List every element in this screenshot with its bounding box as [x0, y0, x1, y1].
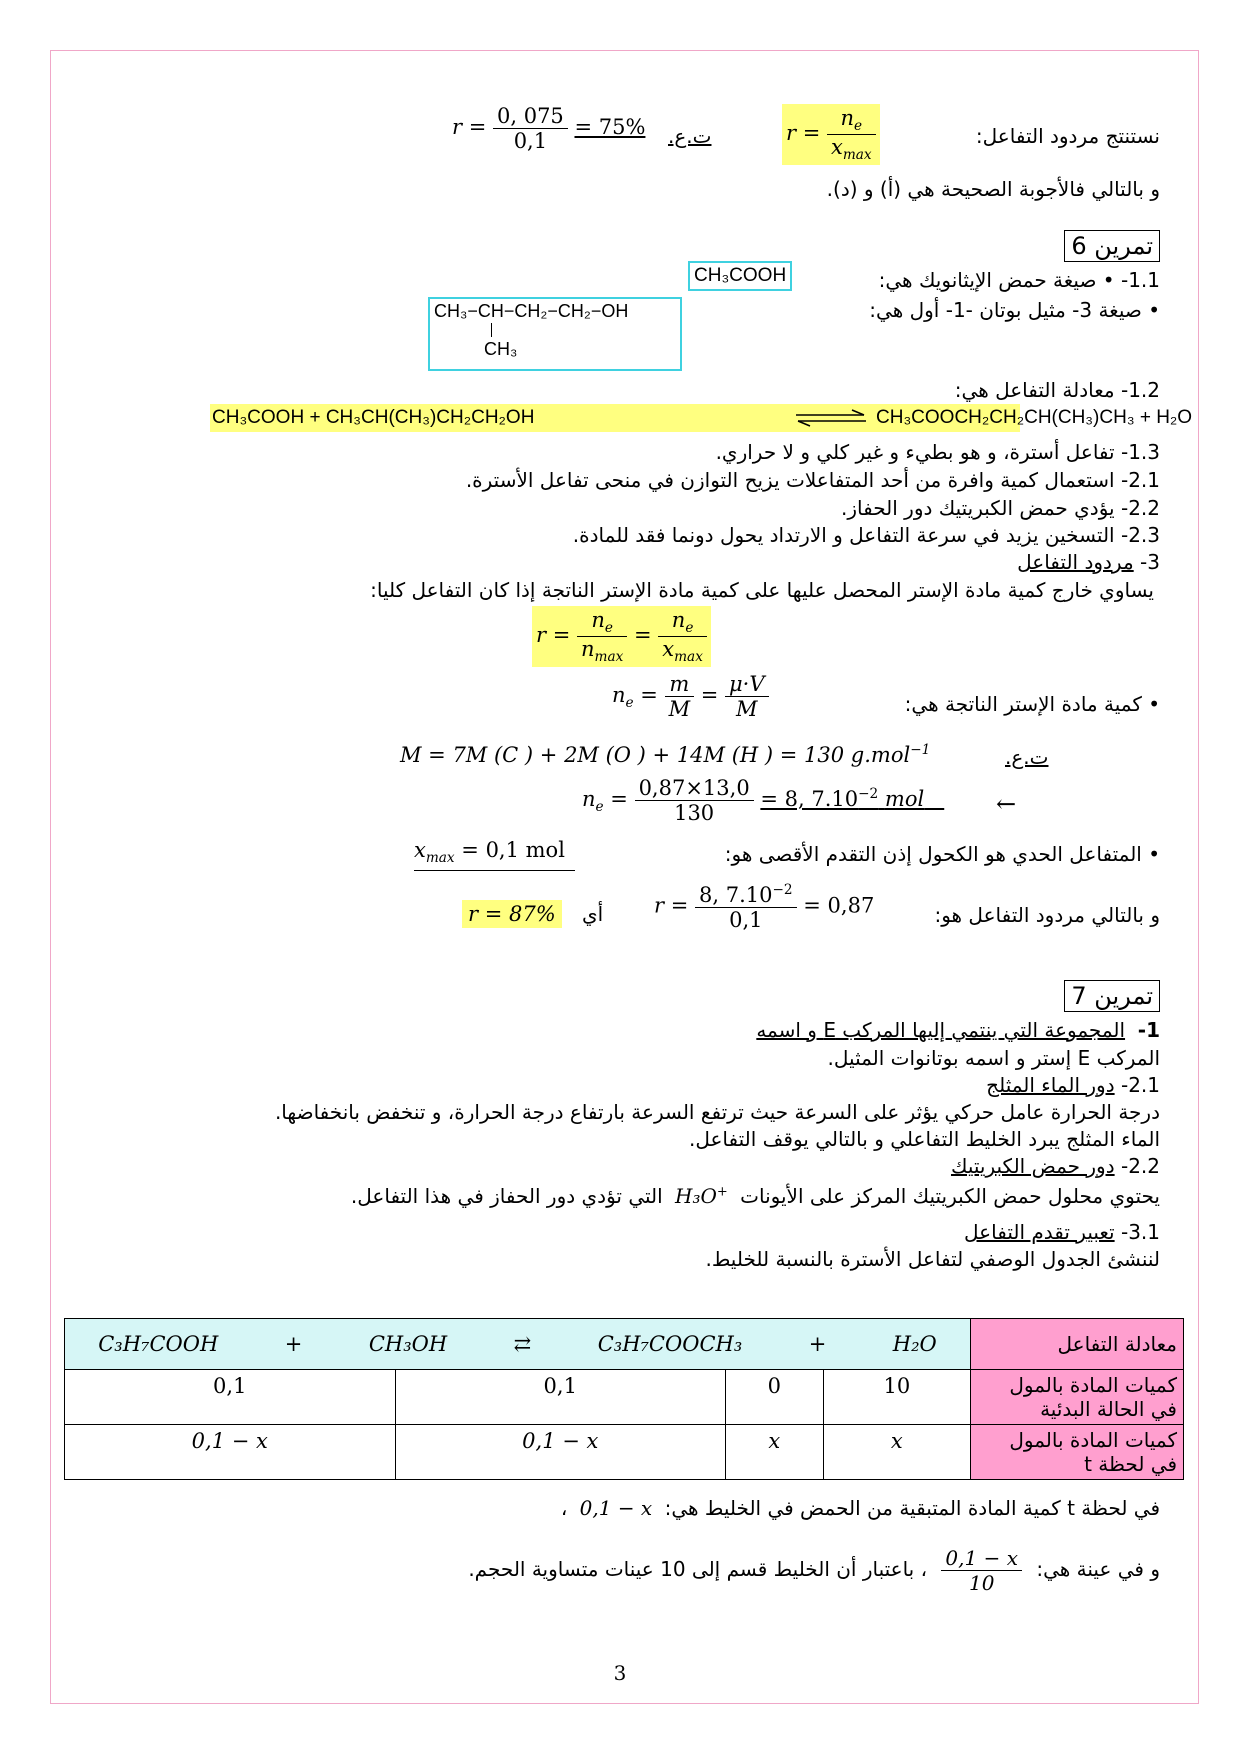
ex7-q1: 1- المجموعة التي ينتمي إليها المركب E و اسمه	[756, 1018, 1160, 1042]
ester-amount-formula: $n_e$ = $\frac{m}{M}$ = $\frac{\mu\cdot V}{M}$	[612, 672, 769, 721]
table-cell: 10	[823, 1370, 970, 1425]
limiting-reagent-label: • المتفاعل الحدي هو الكحول إذن التقدم الأقصى هو:	[724, 842, 1160, 866]
esterification-equation	[210, 404, 1193, 432]
ex6-q11-alcohol: • صيغة 3- مثيل بوتان -1- أول هي:	[869, 298, 1160, 322]
exercise-6-title: تمرين 6	[1064, 230, 1160, 262]
table-cell: 0	[726, 1370, 824, 1425]
ester-amount-calculation: $n_e$ = $\frac{0,87\times 13,0}{130}$ = 8, $7.10^{-2}$ mol	[582, 776, 925, 825]
table-row	[65, 1425, 1184, 1480]
table-cell: x	[823, 1425, 970, 1480]
ex7-q21: 2.1- دور الماء المثلج	[986, 1073, 1160, 1097]
reaction-equation-cell	[65, 1319, 971, 1370]
table-cell: 0,1	[65, 1370, 396, 1425]
equation-reactants: CH₃COOH + CH₃CH(CH₃)CH₂CH₂OH	[212, 407, 535, 428]
sample-amount-line: و في عينة هي: $\frac{0,1 - x}{10}$ ، باعتبار أن الخليط قسم إلى 10 عينات متساوية الحجم.	[468, 1546, 1160, 1595]
species-water: H₂O	[892, 1332, 937, 1356]
species-butanoic-acid: C₃H₇COOH	[98, 1332, 219, 1356]
ex6-q23: 2.3- التسخين يزيد في سرعة التفاعل و الارتداد يحول دونما فقد للمادة.	[572, 523, 1160, 547]
yield-result-calculation: r = $\frac{8, 7.10^{-2}}{0,1}$ = 0,87	[654, 882, 875, 932]
left-arrow-icon: ←	[996, 790, 1017, 818]
progress-table	[64, 1318, 1184, 1480]
yield-formula: r = $\frac{n_e}{x_{max}}$	[782, 104, 880, 165]
table-cell: 0,1 − x	[395, 1425, 726, 1480]
table-cell: x	[726, 1425, 824, 1480]
equilibrium-arrows-icon	[794, 408, 868, 428]
correct-answers: و بالتالي فالأجوبة الصحيحة هي (أ) و (د).	[826, 177, 1160, 201]
molar-mass-calculation: M = 7M (C ) + 2M (O ) + 14M (H ) = 130 g.mol$^{-1}$	[400, 742, 931, 767]
ex6-q13: 1.3- تفاعل أسترة، و هو بطيء و غير كلي و لا حراري.	[715, 440, 1160, 464]
table-cell: 0,1 − x	[65, 1425, 396, 1480]
ex6-q11-acid: 1.1- • صيغة حمض الإيثانويك هي:	[878, 268, 1160, 292]
acid-formula-box: CH₃COOH	[688, 261, 792, 291]
ex7-q22-answer: يحتوي محلول حمض الكبريتيك المركز على الأيونات H₃O+ التي تؤدي دور الحفاز في هذا التفاعل.	[350, 1184, 1160, 1208]
table-row	[65, 1319, 1184, 1370]
ester-amount-label: • كمية مادة الإستر الناتجة هي:	[904, 692, 1160, 716]
numerical-application-label-2: ت.ع.	[1005, 745, 1049, 769]
ex6-q3: 3- مردود التفاعل	[1017, 550, 1160, 574]
page-number: 3	[613, 1661, 627, 1685]
table-row	[65, 1370, 1184, 1425]
yield-calculation: r = $\frac{0, 075}{0,1}$ = 75%	[452, 104, 646, 153]
exercise-7-title: تمرين 7	[1064, 980, 1160, 1012]
initial-state-label-cell: كميات المادة بالمول في الحالة البدئية	[971, 1370, 1184, 1425]
ex7-q21-answer-1: درجة الحرارة عامل حركي يؤثر على السرعة حيث ترتفع السرعة بارتفاع درجة الحرارة، و تنخفض بانخفاضها.	[274, 1100, 1160, 1124]
structure-branch-bond	[491, 323, 492, 337]
ex7-q22: 2.2- دور حمض الكبريتيك	[950, 1154, 1160, 1178]
plus-sign: +	[284, 1332, 303, 1356]
yield-result-label: و بالتالي مردود التفاعل هو:	[934, 903, 1160, 927]
ex7-q1-answer: المركب E إستر و اسمه بوتانوات المثيل.	[827, 1046, 1160, 1070]
equation-products: CH₃COOCH₂CH₂CH(CH₃)CH₃ + H₂O	[876, 407, 1193, 428]
numerical-application-label: ت.ع.	[668, 124, 712, 148]
yield-definition-formula: r = $\frac{n_e}{n_{max}}$ = $\frac{n_e}{x_{max}}$	[532, 606, 711, 667]
alcohol-structure-box	[428, 297, 682, 371]
max-advancement-value: $x_{max} = 0,1$ mol	[414, 838, 575, 871]
ex6-q21: 2.1- استعمال كمية وافرة من أحد المتفاعلات يزيح التوازن في منحى تفاعل الأسترة.	[465, 468, 1160, 492]
structure-main-chain: CH₃−CH−CH₂−CH₂−OH	[434, 301, 629, 321]
ex7-q31: 3.1- تعبير تقدم التفاعل	[964, 1220, 1160, 1244]
table-cell: 0,1	[395, 1370, 726, 1425]
ex6-q3-definition: يساوي خارج كمية مادة الإستر المحصل عليها على كمية مادة الإستر الناتجة إذا كان التفاعل كليا:	[370, 578, 1154, 602]
yield-label: نستنتج مردود التفاعل:	[975, 124, 1160, 148]
equation-label-cell: معادلة التفاعل	[971, 1319, 1184, 1370]
species-methyl-butanoate: C₃H₇COOCH₃	[597, 1332, 743, 1356]
that-is-label: أي	[582, 902, 604, 926]
ex6-q12: 1.2- معادلة التفاعل هي:	[954, 378, 1160, 402]
structure-methyl-branch: CH₃	[484, 339, 518, 359]
remaining-acid-line: في لحظة t كمية المادة المتبقية من الحمض في الخليط هي: 0,1 − x ،	[560, 1496, 1160, 1520]
plus-sign: +	[808, 1332, 827, 1356]
equilibrium-arrow-icon: ⇄	[513, 1332, 532, 1356]
ex6-q22: 2.2- يؤدي حمض الكبريتيك دور الحفاز.	[841, 496, 1160, 520]
time-t-label-cell: كميات المادة بالمول في لحظة t	[971, 1425, 1184, 1480]
ex7-q31-answer: لننشئ الجدول الوصفي لتفاعل الأسترة بالنسبة للخليط.	[705, 1247, 1160, 1271]
species-methanol: CH₃OH	[368, 1332, 448, 1356]
ex7-q21-answer-2: الماء المثلج يبرد الخليط التفاعلي و بالتالي يوقف التفاعل.	[688, 1127, 1160, 1151]
yield-percent: r = 87%	[462, 900, 562, 928]
